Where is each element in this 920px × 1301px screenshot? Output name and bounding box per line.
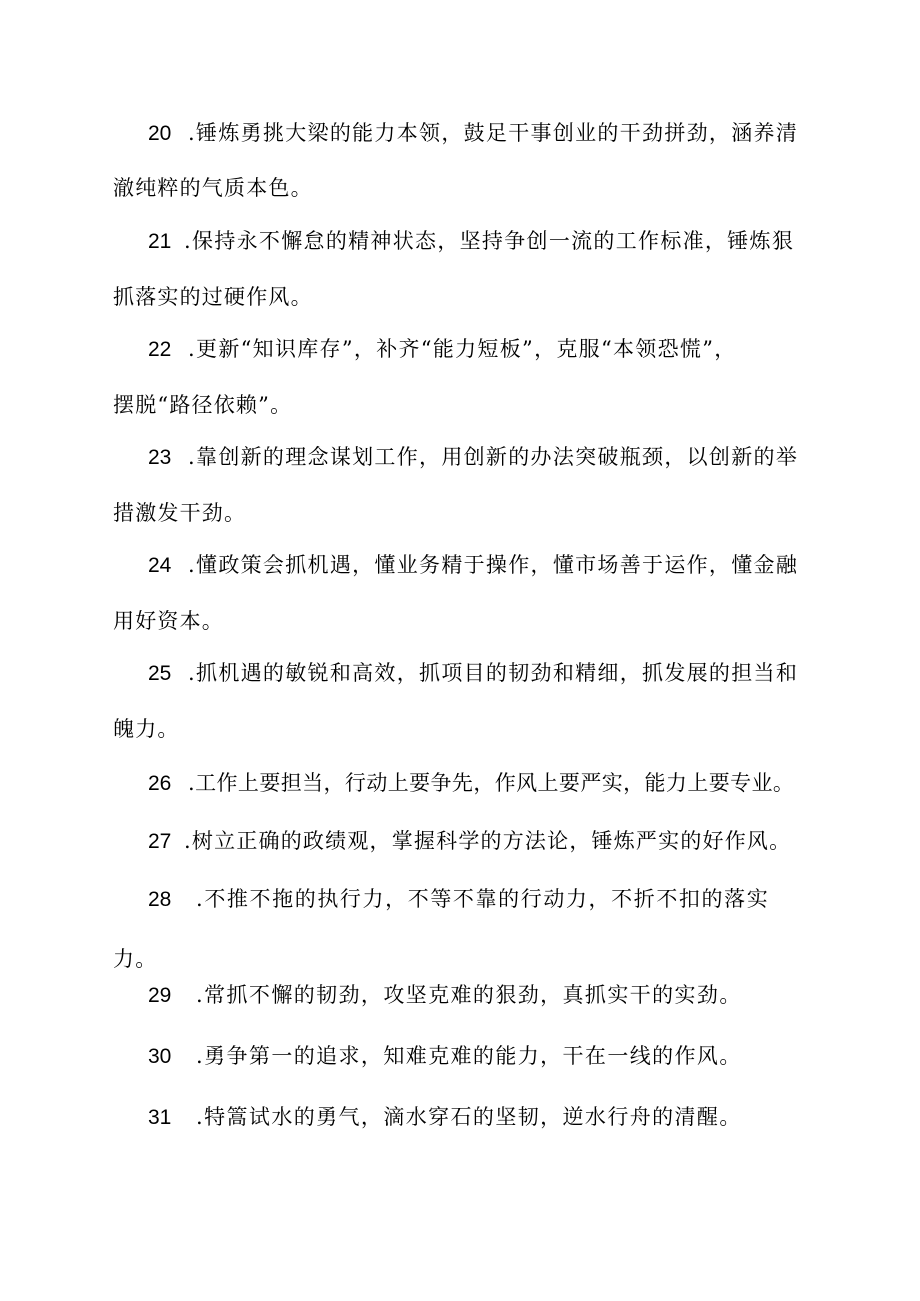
item-text-continuation: 摆脱“路径依赖”。	[113, 393, 293, 417]
item-text-continuation: 用好资本。	[113, 609, 224, 633]
list-item	[148, 1046, 742, 1067]
list-item	[148, 339, 737, 360]
item-number: 21	[148, 230, 172, 253]
item-text-continuation: 措激发干劲。	[113, 501, 247, 525]
item-text: .更新“知识库存”，补齐“能力短板”，克服“本领恐慌”，	[188, 337, 737, 361]
item-number: 22	[148, 338, 172, 361]
item-text: .工作上要担当，行动上要争先，作风上要严实，能力上要专业。	[188, 771, 795, 795]
item-number: 23	[148, 446, 172, 469]
item-text: .不推不拖的执行力，不等不靠的行动力，不折不扣的落实	[196, 887, 770, 911]
item-number: 24	[148, 554, 172, 577]
list-item	[148, 889, 769, 910]
list-item	[148, 555, 798, 576]
list-item	[148, 831, 791, 852]
item-text: .特篙试水的勇气，滴水穿石的坚韧，逆水行舟的清醒。	[196, 1105, 742, 1129]
list-item	[148, 447, 798, 468]
item-text-continuation: 澈纯粹的气质本色。	[113, 176, 313, 200]
item-number: 26	[148, 772, 172, 795]
item-number: 27	[148, 830, 172, 853]
item-number: 30	[148, 1045, 172, 1068]
list-item	[148, 663, 798, 684]
item-text-continuation: 抓落实的过硬作风。	[113, 285, 313, 309]
list-item	[148, 1107, 742, 1128]
item-number: 20	[148, 122, 172, 145]
item-text: .抓机遇的敏锐和高效，抓项目的韧劲和精细，抓发展的担当和	[188, 661, 799, 685]
item-text-continuation: 力。	[113, 947, 158, 971]
list-item	[148, 231, 794, 252]
list-item	[148, 773, 794, 794]
item-text: .勇争第一的追求，知难克难的能力，干在一线的作风。	[196, 1044, 742, 1068]
item-text: .保持永不懈怠的精神状态，坚持争创一流的工作标准，锤炼狠	[184, 229, 795, 253]
item-number: 31	[148, 1106, 172, 1129]
item-text: .锤炼勇挑大梁的能力本领，鼓足干事创业的干劲拼劲，涵养清	[188, 121, 799, 145]
item-number: 28	[148, 888, 172, 911]
item-number: 25	[148, 662, 172, 685]
list-item	[148, 123, 798, 144]
item-text: .树立正确的政绩观，掌握科学的方法论，锤炼严实的好作风。	[184, 829, 792, 853]
item-text: .懂政策会抓机遇，懂业务精于操作，懂市场善于运作，懂金融	[188, 553, 799, 577]
item-text: .靠创新的理念谋划工作，用创新的办法突破瓶颈，以创新的举	[188, 445, 799, 469]
item-number: 29	[148, 984, 172, 1007]
item-text-continuation: 魄力。	[113, 717, 180, 741]
item-text: .常抓不懈的韧劲，攻坚克难的狠劲，真抓实干的实劲。	[196, 983, 742, 1007]
list-item	[148, 985, 742, 1006]
